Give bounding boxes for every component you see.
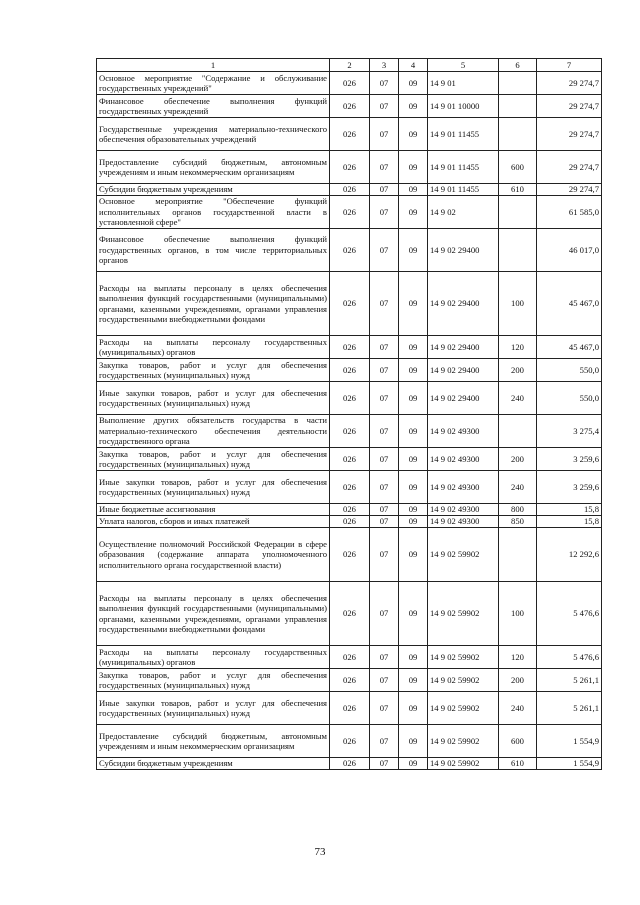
column-header-2: 2 [330, 59, 370, 72]
cell-section: 07 [370, 448, 399, 471]
row-description: Расходы на выплаты персоналу государственных (муниципальных) органов [97, 646, 330, 669]
cell-ministry-code: 026 [330, 382, 370, 415]
cell-ministry-code: 026 [330, 582, 370, 646]
cell-subsection: 09 [399, 758, 428, 770]
cell-expense-type: 800 [499, 504, 537, 516]
cell-target-article: 14 9 02 59902 [428, 582, 499, 646]
cell-expense-type: 600 [499, 725, 537, 758]
cell-ministry-code: 026 [330, 528, 370, 582]
cell-expense-type [499, 528, 537, 582]
cell-target-article: 14 9 02 49300 [428, 471, 499, 504]
table-row [97, 692, 602, 725]
cell-amount: 5 476,6 [537, 646, 602, 669]
cell-amount: 1 554,9 [537, 758, 602, 770]
cell-ministry-code: 026 [330, 72, 370, 95]
cell-amount: 29 274,7 [537, 72, 602, 95]
cell-ministry-code: 026 [330, 646, 370, 669]
cell-target-article: 14 9 02 29400 [428, 336, 499, 359]
cell-amount: 3 259,6 [537, 448, 602, 471]
row-description: Основное мероприятие "Содержание и обслуживание государственных учреждений" [97, 72, 330, 95]
table-row [97, 471, 602, 504]
cell-subsection: 09 [399, 415, 428, 448]
cell-section: 07 [370, 516, 399, 528]
table-row [97, 516, 602, 528]
table-row [97, 646, 602, 669]
cell-section: 07 [370, 471, 399, 504]
cell-amount: 29 274,7 [537, 184, 602, 196]
cell-section: 07 [370, 272, 399, 336]
row-description: Расходы на выплаты персоналу в целях обеспечения выполнения функций государственными (муниципальными) органами, казенными учреждениями, органами управления государственными внебюджетными фондами [97, 582, 330, 646]
cell-target-article: 14 9 02 29400 [428, 359, 499, 382]
row-description: Выполнение других обязательств государства в части материально-технического обеспечения деятельности государственного органа [97, 415, 330, 448]
cell-target-article: 14 9 01 11455 [428, 184, 499, 196]
row-description: Уплата налогов, сборов и иных платежей [97, 516, 330, 528]
cell-target-article: 14 9 02 49300 [428, 516, 499, 528]
cell-ministry-code: 026 [330, 359, 370, 382]
cell-target-article: 14 9 02 59902 [428, 669, 499, 692]
cell-subsection: 09 [399, 725, 428, 758]
cell-section: 07 [370, 95, 399, 118]
budget-table [96, 58, 602, 770]
cell-expense-type: 850 [499, 516, 537, 528]
row-description: Иные бюджетные ассигнования [97, 504, 330, 516]
cell-section: 07 [370, 725, 399, 758]
row-description: Основное мероприятие "Обеспечение функций исполнительных органов государственной власти в установленной сфере" [97, 196, 330, 229]
cell-expense-type: 120 [499, 646, 537, 669]
table-row [97, 448, 602, 471]
cell-ministry-code: 026 [330, 151, 370, 184]
cell-subsection: 09 [399, 118, 428, 151]
cell-amount: 550,0 [537, 382, 602, 415]
cell-section: 07 [370, 646, 399, 669]
cell-expense-type: 240 [499, 692, 537, 725]
table-row [97, 725, 602, 758]
cell-ministry-code: 026 [330, 471, 370, 504]
table-row [97, 382, 602, 415]
cell-ministry-code: 026 [330, 692, 370, 725]
cell-amount: 12 292,6 [537, 528, 602, 582]
cell-expense-type: 610 [499, 758, 537, 770]
cell-section: 07 [370, 151, 399, 184]
row-description: Финансовое обеспечение выполнения функций государственных органов, в том числе территориальных органов [97, 229, 330, 272]
cell-expense-type: 600 [499, 151, 537, 184]
table-row [97, 336, 602, 359]
cell-subsection: 09 [399, 95, 428, 118]
cell-expense-type: 240 [499, 471, 537, 504]
cell-expense-type: 120 [499, 336, 537, 359]
cell-section: 07 [370, 758, 399, 770]
cell-subsection: 09 [399, 229, 428, 272]
cell-section: 07 [370, 72, 399, 95]
cell-amount: 15,8 [537, 504, 602, 516]
cell-section: 07 [370, 504, 399, 516]
table-row [97, 272, 602, 336]
cell-expense-type: 240 [499, 382, 537, 415]
cell-ministry-code: 026 [330, 448, 370, 471]
table-header-row [97, 59, 602, 72]
cell-section: 07 [370, 692, 399, 725]
table-row [97, 669, 602, 692]
cell-amount: 15,8 [537, 516, 602, 528]
row-description: Закупка товаров, работ и услуг для обеспечения государственных (муниципальных) нужд [97, 359, 330, 382]
column-header-4: 4 [399, 59, 428, 72]
cell-target-article: 14 9 01 10000 [428, 95, 499, 118]
cell-subsection: 09 [399, 196, 428, 229]
cell-ministry-code: 026 [330, 758, 370, 770]
cell-subsection: 09 [399, 582, 428, 646]
cell-ministry-code: 026 [330, 504, 370, 516]
cell-target-article: 14 9 01 [428, 72, 499, 95]
cell-ministry-code: 026 [330, 184, 370, 196]
cell-target-article: 14 9 02 59902 [428, 528, 499, 582]
row-description: Предоставление субсидий бюджетным, автономным учреждениям и иным некоммерческим организациям [97, 725, 330, 758]
table-row [97, 758, 602, 770]
cell-amount: 61 585,0 [537, 196, 602, 229]
cell-target-article: 14 9 02 49300 [428, 504, 499, 516]
cell-expense-type: 200 [499, 669, 537, 692]
cell-section: 07 [370, 669, 399, 692]
cell-expense-type: 100 [499, 272, 537, 336]
cell-expense-type: 610 [499, 184, 537, 196]
table-row [97, 229, 602, 272]
table-row [97, 196, 602, 229]
table-row [97, 95, 602, 118]
cell-expense-type: 200 [499, 448, 537, 471]
cell-subsection: 09 [399, 516, 428, 528]
row-description: Иные закупки товаров, работ и услуг для обеспечения государственных (муниципальных) нужд [97, 382, 330, 415]
cell-ministry-code: 026 [330, 196, 370, 229]
cell-section: 07 [370, 196, 399, 229]
cell-target-article: 14 9 02 49300 [428, 448, 499, 471]
row-description: Предоставление субсидий бюджетным, автономным учреждениям и иным некоммерческим организациям [97, 151, 330, 184]
cell-ministry-code: 026 [330, 95, 370, 118]
cell-target-article: 14 9 02 29400 [428, 382, 499, 415]
page-number: 73 [314, 846, 326, 858]
table-body [97, 72, 602, 770]
cell-subsection: 09 [399, 272, 428, 336]
cell-ministry-code: 026 [330, 272, 370, 336]
row-description: Закупка товаров, работ и услуг для обеспечения государственных (муниципальных) нужд [97, 669, 330, 692]
table-row [97, 504, 602, 516]
cell-amount: 29 274,7 [537, 95, 602, 118]
cell-subsection: 09 [399, 359, 428, 382]
cell-target-article: 14 9 01 11455 [428, 118, 499, 151]
cell-section: 07 [370, 118, 399, 151]
table-row [97, 415, 602, 448]
cell-target-article: 14 9 02 59902 [428, 725, 499, 758]
cell-ministry-code: 026 [330, 229, 370, 272]
cell-target-article: 14 9 02 29400 [428, 272, 499, 336]
cell-expense-type: 200 [499, 359, 537, 382]
row-description: Закупка товаров, работ и услуг для обеспечения государственных (муниципальных) нужд [97, 448, 330, 471]
cell-target-article: 14 9 02 [428, 196, 499, 229]
cell-target-article: 14 9 01 11455 [428, 151, 499, 184]
cell-section: 07 [370, 582, 399, 646]
cell-amount: 550,0 [537, 359, 602, 382]
table-row [97, 528, 602, 582]
cell-subsection: 09 [399, 692, 428, 725]
cell-amount: 46 017,0 [537, 229, 602, 272]
cell-expense-type [499, 229, 537, 272]
row-description: Государственные учреждения материально-технического обеспечения образовательных учреждений [97, 118, 330, 151]
cell-subsection: 09 [399, 528, 428, 582]
column-header-6: 6 [499, 59, 537, 72]
cell-section: 07 [370, 229, 399, 272]
cell-subsection: 09 [399, 448, 428, 471]
cell-subsection: 09 [399, 669, 428, 692]
column-header-7: 7 [537, 59, 602, 72]
row-description: Расходы на выплаты персоналу в целях обеспечения выполнения функций государственными (муниципальными) органами, казенными учреждениями, органами управления государственными внебюджетными фондами [97, 272, 330, 336]
cell-section: 07 [370, 336, 399, 359]
table-row [97, 151, 602, 184]
cell-amount: 3 275,4 [537, 415, 602, 448]
cell-section: 07 [370, 415, 399, 448]
row-description: Финансовое обеспечение выполнения функций государственных учреждений [97, 95, 330, 118]
table-row [97, 359, 602, 382]
cell-subsection: 09 [399, 646, 428, 669]
cell-amount: 5 476,6 [537, 582, 602, 646]
cell-expense-type [499, 95, 537, 118]
cell-ministry-code: 026 [330, 415, 370, 448]
cell-amount: 45 467,0 [537, 336, 602, 359]
cell-subsection: 09 [399, 184, 428, 196]
cell-subsection: 09 [399, 72, 428, 95]
table-row [97, 582, 602, 646]
cell-amount: 5 261,1 [537, 669, 602, 692]
cell-ministry-code: 026 [330, 118, 370, 151]
cell-subsection: 09 [399, 504, 428, 516]
row-description: Иные закупки товаров, работ и услуг для обеспечения государственных (муниципальных) нужд [97, 692, 330, 725]
cell-subsection: 09 [399, 382, 428, 415]
cell-ministry-code: 026 [330, 336, 370, 359]
cell-amount: 45 467,0 [537, 272, 602, 336]
cell-target-article: 14 9 02 29400 [428, 229, 499, 272]
cell-target-article: 14 9 02 49300 [428, 415, 499, 448]
table-row [97, 72, 602, 95]
cell-expense-type [499, 72, 537, 95]
column-header-3: 3 [370, 59, 399, 72]
table-row [97, 184, 602, 196]
cell-amount: 5 261,1 [537, 692, 602, 725]
cell-section: 07 [370, 528, 399, 582]
cell-target-article: 14 9 02 59902 [428, 758, 499, 770]
cell-target-article: 14 9 02 59902 [428, 646, 499, 669]
cell-section: 07 [370, 382, 399, 415]
row-description: Расходы на выплаты персоналу государственных (муниципальных) органов [97, 336, 330, 359]
cell-ministry-code: 026 [330, 516, 370, 528]
table-row [97, 118, 602, 151]
row-description: Осуществление полномочий Российской Федерации в сфере образования (содержание аппарата уполномоченного исполнительного органа государственной власти) [97, 528, 330, 582]
column-header-5: 5 [428, 59, 499, 72]
cell-amount: 1 554,9 [537, 725, 602, 758]
cell-ministry-code: 026 [330, 725, 370, 758]
cell-expense-type [499, 196, 537, 229]
cell-expense-type: 100 [499, 582, 537, 646]
cell-target-article: 14 9 02 59902 [428, 692, 499, 725]
row-description: Субсидии бюджетным учреждениям [97, 758, 330, 770]
cell-amount: 3 259,6 [537, 471, 602, 504]
column-header-1: 1 [97, 59, 330, 72]
row-description: Субсидии бюджетным учреждениям [97, 184, 330, 196]
row-description: Иные закупки товаров, работ и услуг для обеспечения государственных (муниципальных) нужд [97, 471, 330, 504]
cell-expense-type [499, 415, 537, 448]
cell-expense-type [499, 118, 537, 151]
cell-section: 07 [370, 359, 399, 382]
cell-section: 07 [370, 184, 399, 196]
cell-ministry-code: 026 [330, 669, 370, 692]
cell-amount: 29 274,7 [537, 118, 602, 151]
cell-subsection: 09 [399, 336, 428, 359]
cell-subsection: 09 [399, 151, 428, 184]
cell-subsection: 09 [399, 471, 428, 504]
cell-amount: 29 274,7 [537, 151, 602, 184]
